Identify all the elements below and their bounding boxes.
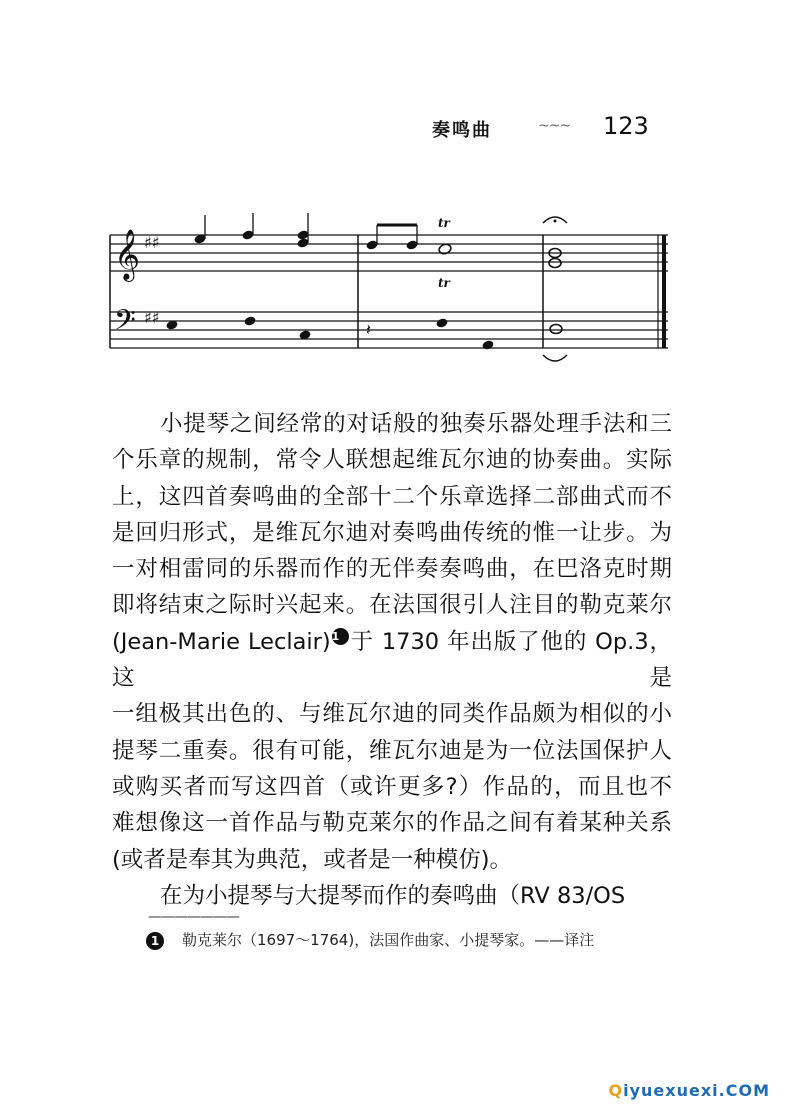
watermark-text: iyuexuexi.COM <box>623 1081 770 1100</box>
section-title: 奏鸣曲 <box>432 120 492 141</box>
treble-clef-icon: 𝄞 <box>114 229 141 280</box>
header-ornament: ~~~ <box>538 118 571 134</box>
paragraph-line: 个乐章的规制，常令人联想起维瓦尔迪的协奏曲。实际 <box>112 447 672 474</box>
paragraph-line: 一对相雷同的乐器而作的无伴奏奏鸣曲，在巴洛克时期 <box>112 556 672 583</box>
page-number: 123 <box>603 112 649 140</box>
paragraph-line: 在为小提琴与大提琴而作的奏鸣曲（RV 83/OS <box>160 882 626 909</box>
footnote-text: 勒克莱尔（1697～1764)，法国作曲家、小提琴家。——译注 <box>182 931 595 949</box>
treble-staff <box>110 235 668 271</box>
paragraph-line: 即将结束之际时兴起来。在法国很引人注目的勒克莱尔 <box>112 592 672 619</box>
leclair-name: (Jean-Marie Leclair) <box>112 628 331 655</box>
paragraph-line: 是回归形式，是维瓦尔迪对奏鸣曲传统的惟一让步。为 <box>112 519 672 546</box>
key-signature-sharps-bass: ♯♯ <box>144 308 160 327</box>
running-header <box>0 112 794 142</box>
trill-mark: tr <box>438 216 450 230</box>
footnote <box>146 929 686 950</box>
paragraph-line: 提琴二重奏。很有可能，维瓦尔迪是为一位法国保护人 <box>112 737 672 764</box>
rest-icon: 𝄽 <box>366 320 371 339</box>
site-watermark <box>609 1081 770 1100</box>
bass-staff <box>110 312 668 348</box>
paragraph-line: 难想像这一首作品与勒克莱尔的作品之间有着某种关系 <box>112 810 672 837</box>
bass-clef-icon: 𝄢 <box>114 304 136 344</box>
paragraph-line <box>112 624 672 697</box>
paragraph-line-rest: 于 1730 年出版了他的 Op.3，这是 <box>112 628 672 692</box>
footnote-separator: ——————— <box>148 909 239 925</box>
trill-mark: tr <box>438 276 450 290</box>
paragraph-line: (或者是奉其为典范，或者是一种模仿)。 <box>112 846 513 873</box>
paragraph-line: 上，这四首奏鸣曲的全部十二个乐章选择二部曲式而不 <box>112 483 672 510</box>
music-score-excerpt <box>100 205 680 375</box>
footnote-marker: 1 <box>146 932 164 950</box>
body-text <box>112 406 672 914</box>
fermata-icon <box>543 355 567 361</box>
footnote-marker: 1 <box>332 628 349 645</box>
treble-notes <box>193 213 561 268</box>
paragraph-line: 小提琴之间经常的对话般的独奏乐器处理手法和三 <box>160 411 672 437</box>
watermark-q: Q <box>608 1081 624 1100</box>
barlines <box>110 235 664 348</box>
paragraph-line: 一组极其出色的、与维瓦尔迪的同类作品颇为相似的小 <box>112 701 672 728</box>
key-signature-sharps: ♯♯ <box>144 233 160 252</box>
paragraph-line: 或购买者而写这四首（或许更多?）作品的，而且也不 <box>112 773 672 800</box>
